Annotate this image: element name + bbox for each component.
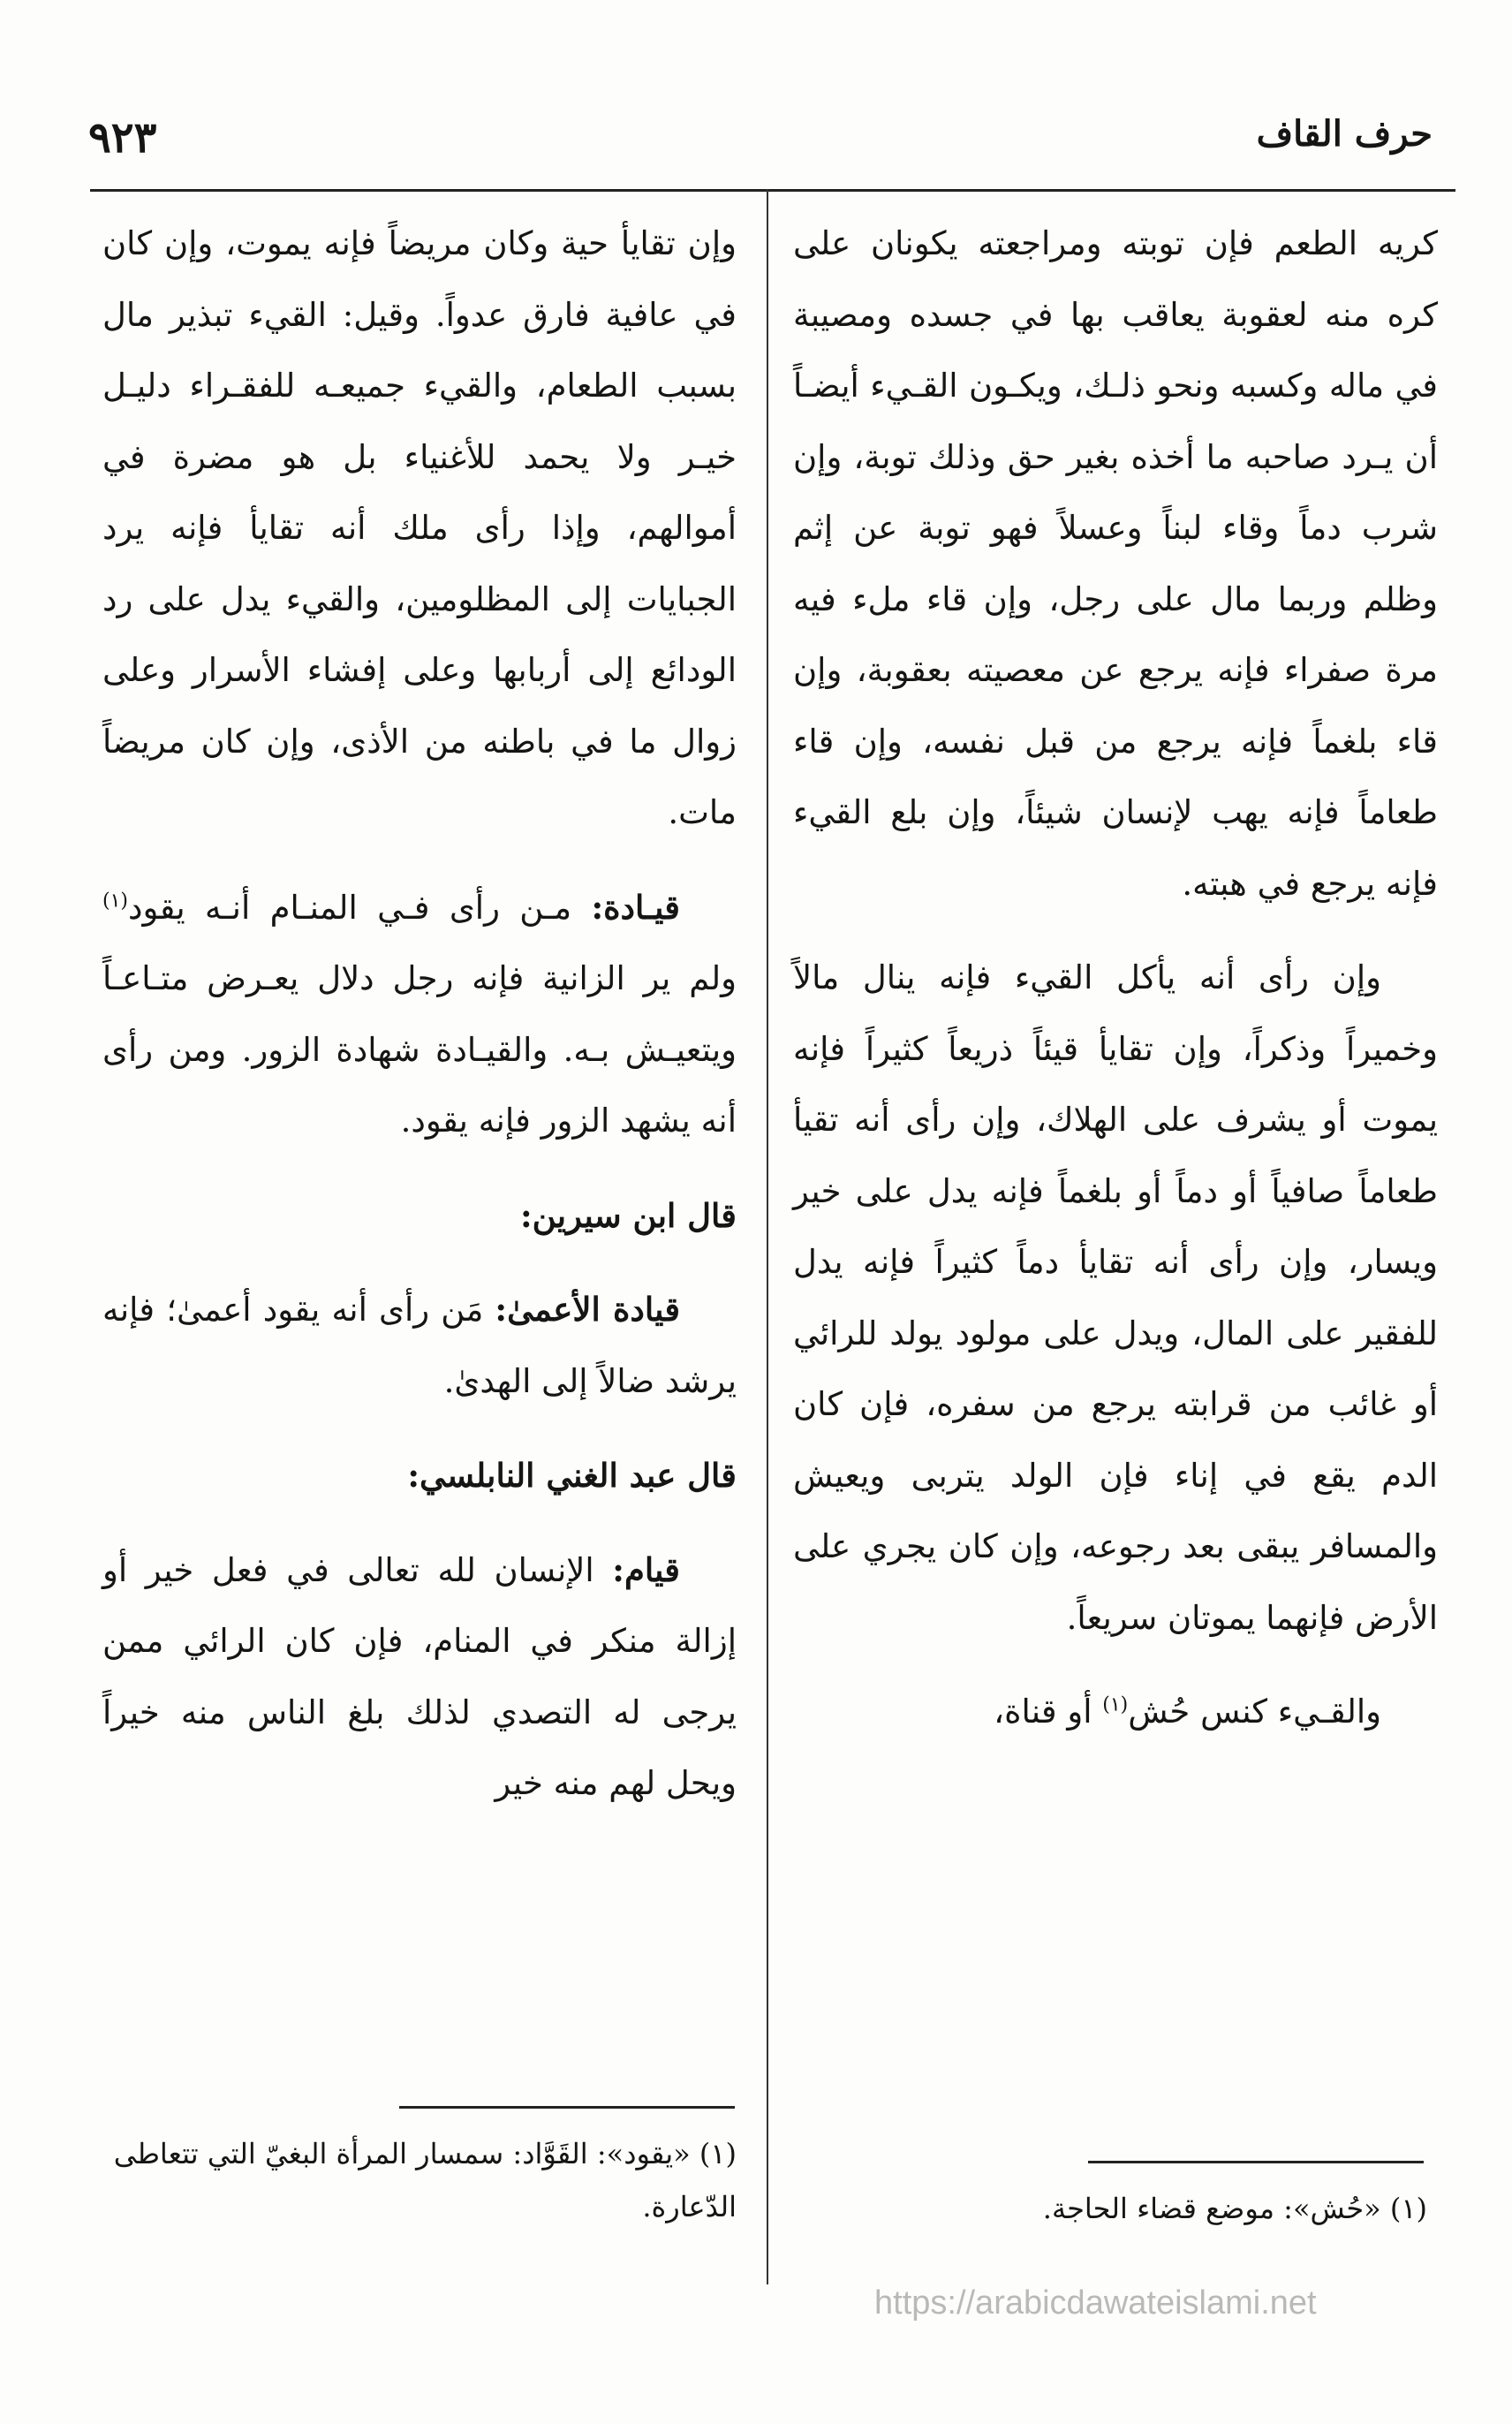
chapter-title: حرف القاف	[1256, 113, 1433, 155]
header-rule	[90, 189, 1455, 192]
page-number: ٩٢٣	[88, 113, 157, 163]
section-heading: قال ابن سيرين:	[519, 1195, 737, 1235]
right-column	[793, 208, 1438, 1771]
footnote-marker: (١)	[102, 890, 129, 913]
paragraph: كريه الطعم فإن توبته ومراجعته يكونان على كره منه لعقوبة يعاقب بها في جسده ومصيبة في ماله وكسبه ونحو ذلـك، ويكـون القـيء أيضـاً أن يـرد صاحبه ما أخذه بغير حق وذلك توبة، وإن شرب دماً وقاء لبناً وعسلاً فهو توبة عن إثم وظلم وربما مال على رجل، وإن قاء ملء فيه مرة صفراء فإنه يرجع عن معصيته بعقوبة، وإن قاء بلغماً فإنه يرجع من قبل نفسه، وإن قاء طعاماً فإنه يهب لإنسان شيئاً، وإن بلع القيء فإنه يرجع في هبته.	[793, 224, 1438, 903]
text: والقـيء كنس حُش	[1128, 1693, 1381, 1731]
text: مـن رأى فـي المنـام أنـه يقود	[128, 888, 592, 927]
section-heading: قال عبد الغني النابلسي:	[407, 1456, 737, 1495]
watermark-url: https://arabicdawateislami.net	[874, 2284, 1317, 2322]
text: أو قناة،	[994, 1693, 1103, 1731]
paragraph	[793, 1677, 1438, 1748]
footnote-rule	[399, 2106, 735, 2109]
footnote: (١) «يقود»: القَوَّاد: سمسار المرأة البغيّ التي تتعاطى الدّعارة.	[113, 2137, 737, 2223]
paragraph	[102, 872, 737, 1157]
entry-term: قيام:	[612, 1549, 680, 1589]
footnote: (١) «حُش»: موضع قضاء الحاجة.	[1042, 2192, 1427, 2225]
text: الإنسان لله تعالى في فعل خير أو إزالة منكر في المنام، فإن كان الرائي ممن يرجى له التصدي لذلك بلغ الناس منه خيراً ويحل لهم منه خير	[102, 1550, 737, 1802]
paragraph: وإن رأى أنه يأكل القيء فإنه ينال مالاً وخميراً وذكراً، وإن تقايأ قيئاً ذريعاً كثيراً فإنه يموت أو يشرف على الهلاك، وإن رأى أنه تقيأ طعاماً صافياً أو دماً أو بلغماً فإنه يدل على خير ويسار، وإن رأى أنه تقايأ دماً كثيراً فإنه يدل للفقير على المال، ويدل على مولود يولد للرائي أو غائب من قرابته يرجع من سفره، فإن كان الدم يقع في إناء فإن الولد يتربى ويعيش والمسافر يبقى بعد رجوعه، وإن كان يجري على الأرض فإنهما يموتان سريعاً.	[793, 958, 1438, 1637]
text: مَن رأى أنه يقود أعمىٰ؛ فإنه يرشد ضالاً إلى الهدىٰ.	[102, 1291, 737, 1400]
entry-term: قيـادة:	[591, 887, 680, 927]
text: ولم ير الزانية فإنه رجل دلال يعـرض متـاعـاً ويتعيـش بـه. والقيـادة شهادة الزور. ومن رأى أنه يشهد الزور فإنه يقود.	[102, 959, 737, 1140]
footnote-marker: (١)	[1102, 1693, 1129, 1716]
entry-term: قيادة الأعمىٰ:	[495, 1290, 681, 1329]
left-column	[102, 208, 737, 1843]
paragraph: وإن تقايأ حية وكان مريضاً فإنه يموت، وإن كان في عافية فارق عدواً. وقيل: القيء تبذير مال بسبب الطعام، والقيء جميعـه للفقـراء دليـل خيـر ولا يحمد للأغنياء بل هو مضرة في أموالهم، وإذا رأى ملك أنه تقايأ فإنه يرد الجبايات إلى المظلومين، والقيء يدل على رد الودائع إلى أربابها وعلى إفشاء الأسرار وعلى زوال ما في باطنه من الأذى، وإن كان مريضاً مات.	[102, 224, 737, 831]
footnote-rule	[1088, 2161, 1424, 2163]
paragraph	[102, 1534, 737, 1820]
column-divider	[767, 189, 768, 2284]
paragraph	[102, 1274, 737, 1417]
